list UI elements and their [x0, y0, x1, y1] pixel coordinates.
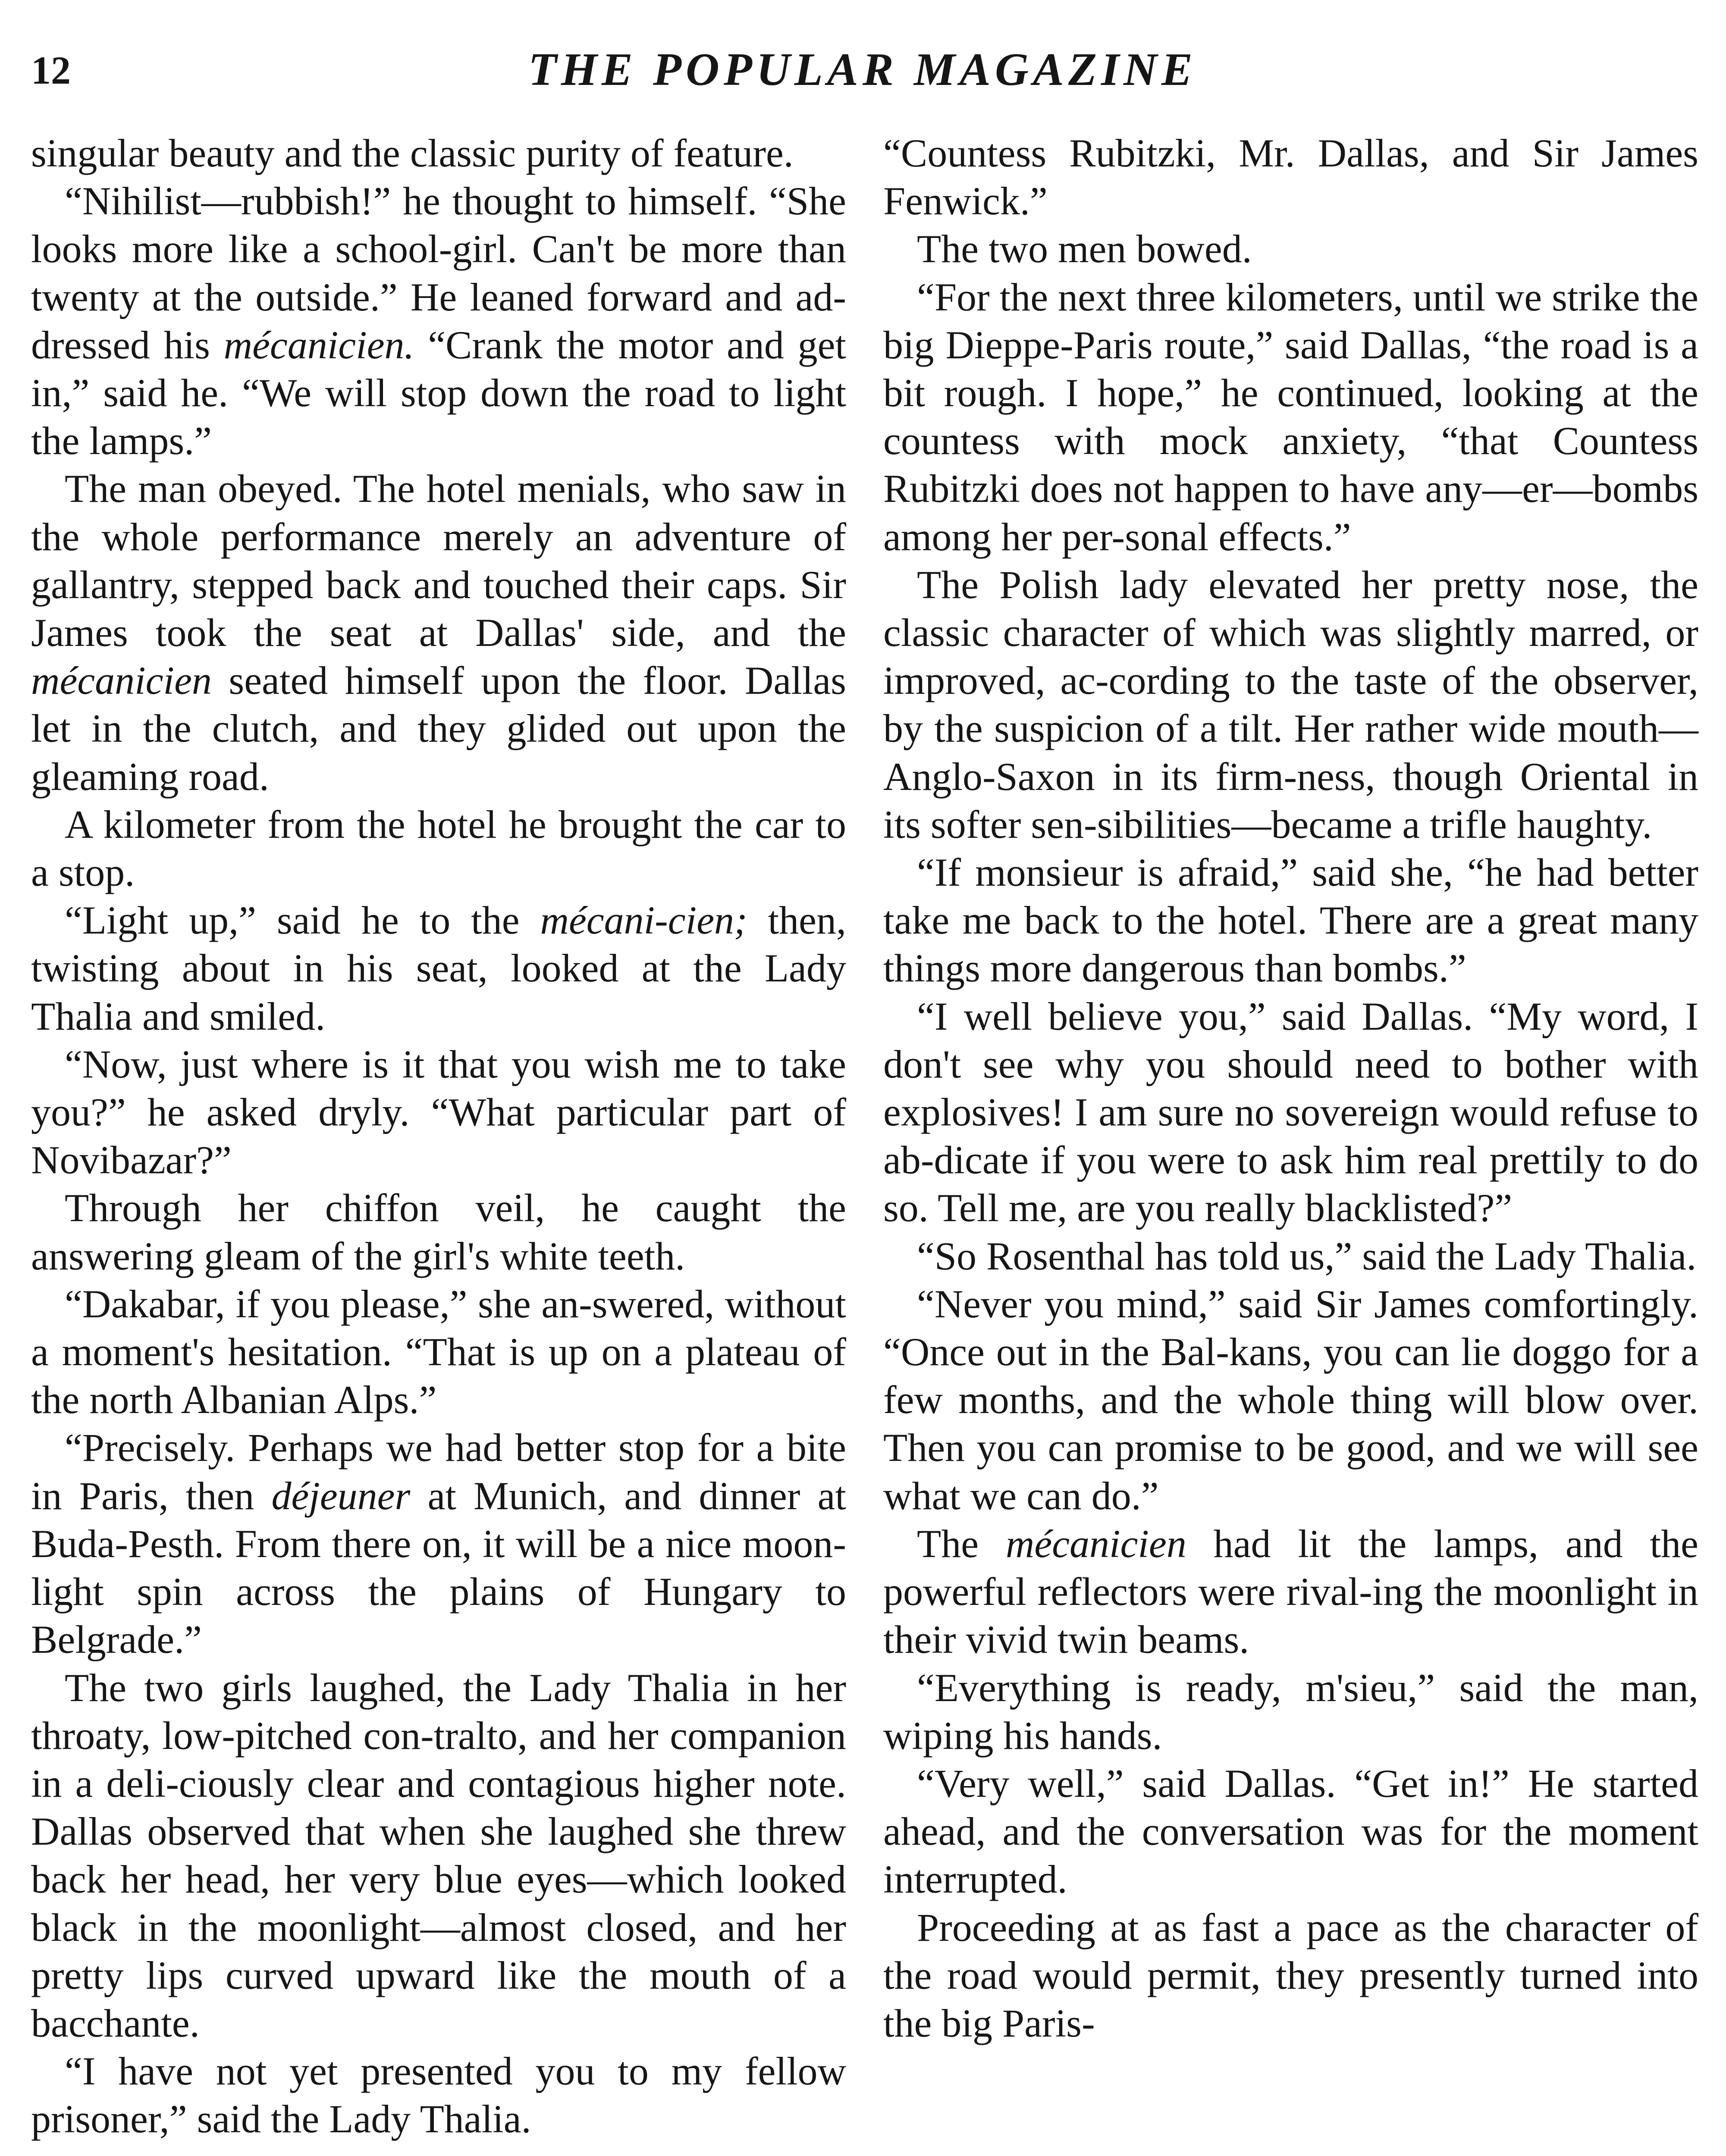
paragraph: The two girls laughed, the Lady Thalia in her throaty, low-pitched con-tralto, and her companion in a deli-ciously clear and contagious higher note. Dallas observed that when she laughed she threw back her head, her very blue eyes—which looked black in the moonlight—almost closed, and her pretty lips curved upward like the mouth of a bacchante.	[31, 1665, 846, 2045]
paragraph: “Everything is ready, m'sieu,” said the man, wiping his hands.	[883, 1665, 1698, 1758]
paragraph: “Very well,” said Dallas. “Get in!” He started ahead, and the conversation was for the moment interrupted.	[883, 1761, 1698, 1902]
paragraph: The Polish lady elevated her pretty nose, the classic character of which was slightly marred, or improved, ac-cording to the taste of the observer, by the suspicion of a tilt. Her rather wide mouth—Anglo-Saxon in its firm-ness, though Oriental in its softer sen-sibilities—became a trifle haughty.	[883, 562, 1698, 846]
paragraph: “If monsieur is afraid,” said she, “he had better take me back to the hotel. There are a great many things more dangerous than bombs.”	[883, 850, 1698, 990]
page-number: 12	[31, 48, 71, 92]
page-header	[26, 43, 1699, 112]
left-column	[31, 129, 846, 2143]
right-column	[883, 129, 1698, 2047]
paragraph: “Nihilist—rubbish!” he thought to himself. “She looks more like a school-girl. Can't be more than twenty at the outside.” He leaned forward and ad-dressed his mécanicien. “Crank the motor and get in,” said he. “We will stop down the road to light the lamps.”	[31, 179, 846, 463]
paragraph: “For the next three kilometers, until we strike the big Dieppe-Paris route,” said Dallas, “the road is a bit rough. I hope,” he continued, looking at the countess with mock anxiety, “that Countess Rubitzki does not happen to have any—er—bombs among her per-sonal effects.”	[883, 275, 1698, 559]
paragraph: “So Rosenthal has told us,” said the Lady Thalia.	[917, 1234, 1697, 1278]
paragraph: A kilometer from the hotel he brought the car to a stop.	[31, 802, 846, 895]
running-title: THE POPULAR MAGAZINE	[528, 44, 1197, 95]
paragraph: Through her chiffon veil, he caught the answering gleam of the girl's white teeth.	[31, 1186, 846, 1278]
paragraph: “Light up,” said he to the mécani-cien; then, twisting about in his seat, looked at the Lady Thalia and smiled.	[31, 898, 846, 1038]
paragraph: The two men bowed.	[917, 227, 1252, 271]
paragraph: “Countess Rubitzki, Mr. Dallas, and Sir James Fenwick.”	[883, 131, 1698, 223]
paragraph: Proceeding at as fast a pace as the character of the road would permit, they presently turned into the big Paris-	[883, 1905, 1698, 2045]
paragraph: “Dakabar, if you please,” she an-swered, without a moment's hesitation. “That is up on a plateau of the north Albanian Alps.”	[31, 1282, 846, 1422]
paragraph: singular beauty and the classic purity of feature.	[31, 131, 794, 175]
paragraph: The mécanicien had lit the lamps, and the powerful reflectors were rival-ing the moonlight in their vivid twin beams.	[883, 1521, 1699, 1662]
paragraph: “Now, just where is it that you wish me to take you?” he asked dryly. “What particular part of Novibazar?”	[31, 1042, 846, 1182]
paragraph: “Precisely. Perhaps we had better stop for a bite in Paris, then déjeuner at Munich, and dinner at Buda-Pesth. From there on, it will be a nice moon-light spin across the plains of Hungary to Belgrade.”	[31, 1426, 846, 1662]
paragraph: “I have not yet presented you to my fellow prisoner,” said the Lady Thalia.	[31, 2049, 846, 2141]
paragraph: “Never you mind,” said Sir James comfortingly. “Once out in the Bal-kans, you can lie doggo for a few months, and the whole thing will blow over. Then you can promise to be good, and we will see what we can do.”	[883, 1282, 1698, 1518]
paragraph: “I well believe you,” said Dallas. “My word, I don't see why you should need to bother with explosives! I am sure no sovereign would refuse to ab-dicate if you were to ask him real prettily to do so. Tell me, are you really blacklisted?”	[883, 994, 1698, 1230]
paragraph: The man obeyed. The hotel menials, who saw in the whole performance merely an adventure of gallantry, stepped back and touched their caps. Sir James took the seat at Dallas' side, and the mécanicien seated himself upon the floor. Dallas let in the clutch, and they glided out upon the gleaming road.	[31, 467, 846, 799]
